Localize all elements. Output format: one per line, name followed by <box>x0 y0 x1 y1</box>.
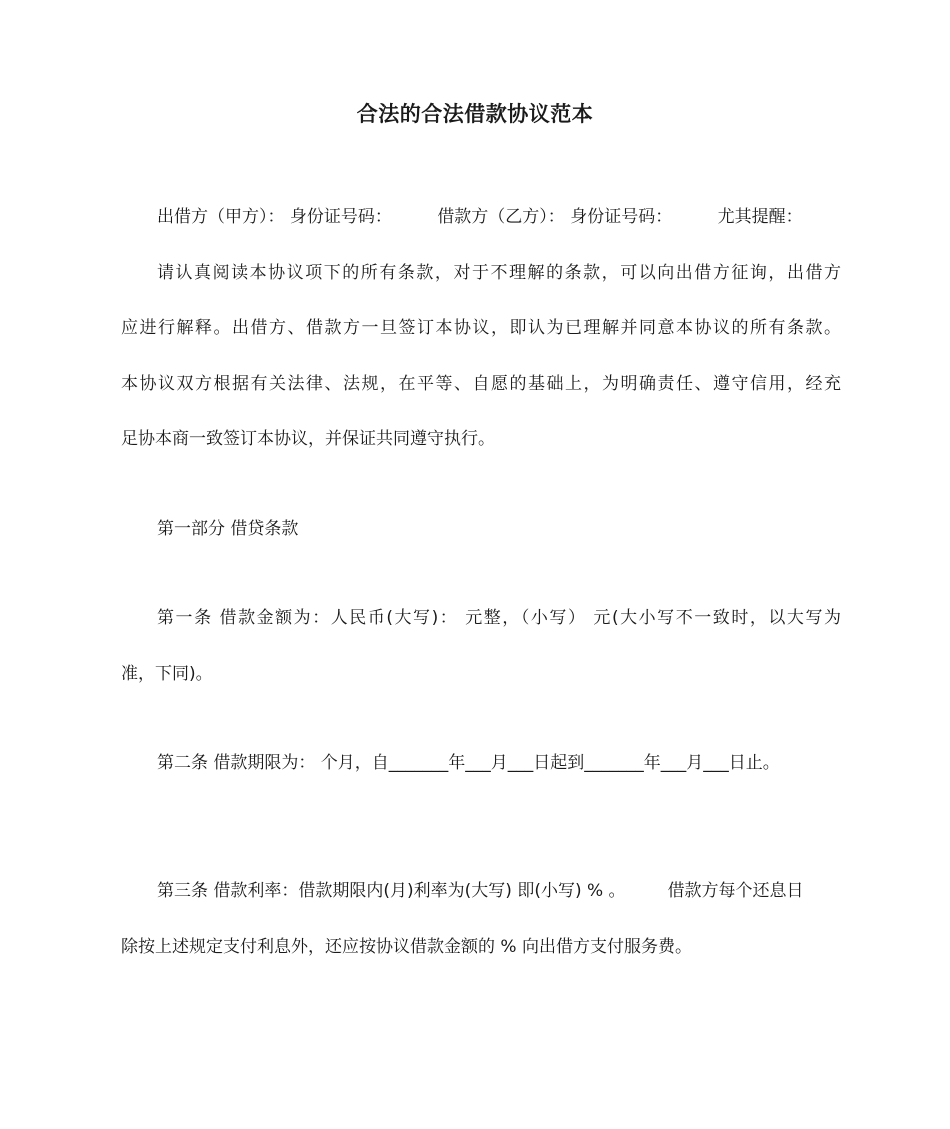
intro-line-1: 请认真阅读本协议项下的所有条款，对于不理解的条款，可以向出借方征询，出借方 <box>157 263 841 283</box>
article2-line: 第二条 借款期限为： 个月，自_______年___月___日起到_______年___月___日止。 <box>157 753 780 773</box>
article3-line-1b: 借款方每个还息日 <box>667 881 804 901</box>
article1-line-2: 准，下同)。 <box>121 664 213 684</box>
article3-line-2: 除按上述规定支付利息外，还应按协议借款金额的 % 向出借方支付服务费。 <box>121 937 692 957</box>
intro-line-4: 足协本商一致签订本协议，并保证共同遵守执行。 <box>121 429 495 449</box>
parties-line <box>157 205 841 229</box>
article3-line-1 <box>157 879 841 903</box>
document-title: 合法的合法借款协议范本 <box>356 102 594 126</box>
article3-line-1a: 第三条 借款利率：借款期限内(月)利率为(大写) 即(小写) % 。 <box>157 881 626 901</box>
borrower-label: 借款方（乙方）： <box>437 207 565 227</box>
intro-line-2: 应进行解释。出借方、借款方一旦签订本协议，即认为已理解并同意本协议的所有条款。 <box>121 318 841 338</box>
borrower-id-label: 身份证号码： <box>570 207 673 227</box>
lender-label: 出借方（甲方）： <box>157 207 285 227</box>
reminder-label: 尤其提醒： <box>717 207 803 227</box>
lender-id-label: 身份证号码： <box>289 207 392 227</box>
article1-line-1: 第一条 借款金额为：人民币(大写)： 元整，（小写） 元(大小写不一致时，以大写为 <box>157 608 841 628</box>
part1-heading: 第一部分 借贷条款 <box>157 519 299 539</box>
intro-line-3: 本协议双方根据有关法律、法规，在平等、自愿的基础上，为明确责任、遵守信用，经充 <box>121 374 841 394</box>
